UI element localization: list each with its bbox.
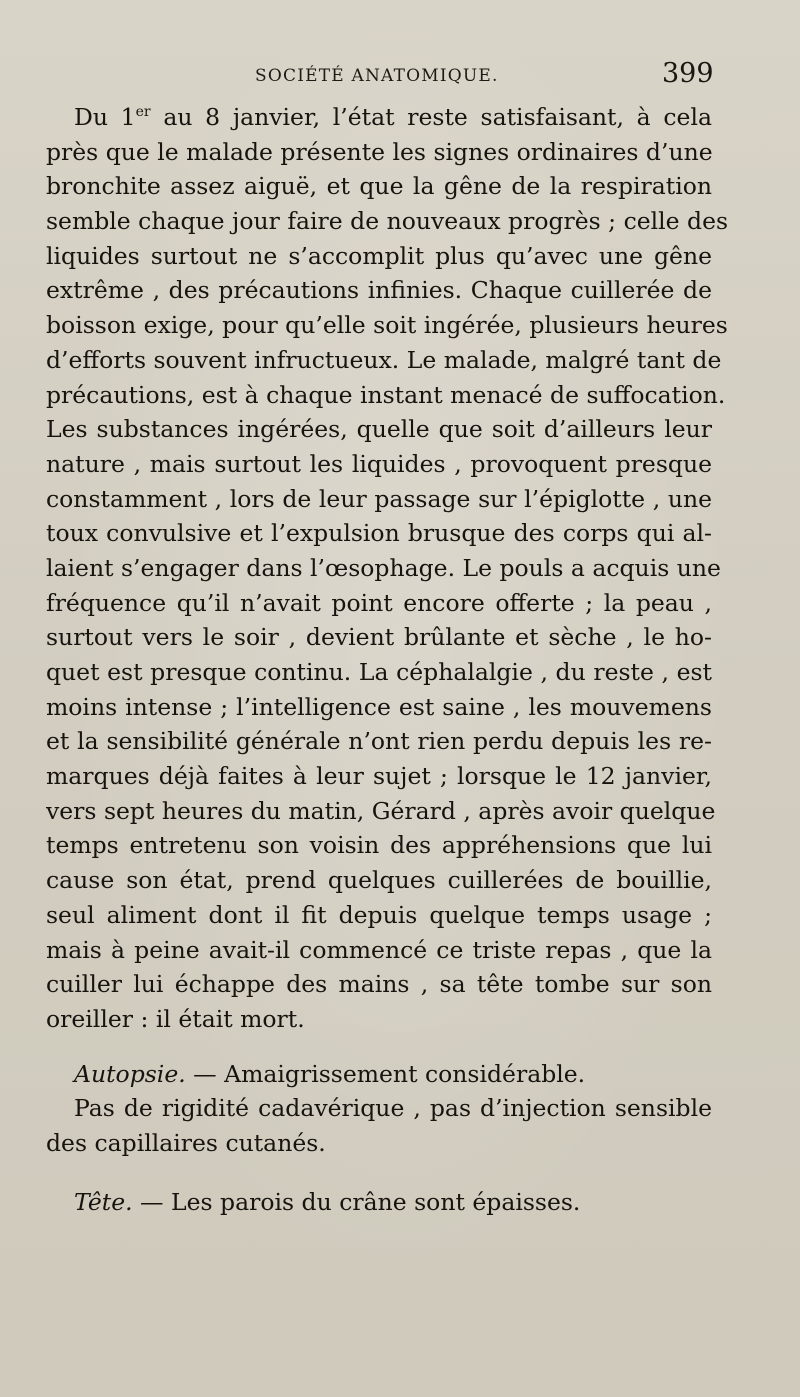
text-line: oreiller : il était mort. xyxy=(46,1004,305,1033)
body-text xyxy=(46,100,729,1219)
text-line: constamment , lors de leur passage sur l’épiglotte , une xyxy=(46,484,712,513)
text-line: cuiller lui échappe des mains , sa tête tombe sur son xyxy=(46,970,712,999)
text-line: précautions, est à chaque instant menacé de suffocation. xyxy=(46,380,726,409)
running-head: SOCIÉTÉ ANATOMIQUE. xyxy=(255,66,499,86)
text-line: boisson exige, pour qu’elle soit ingérée, plusieurs heures xyxy=(46,311,728,340)
text-line: et la sensibilité générale n’ont rien perdu depuis les re- xyxy=(46,727,712,756)
text-line: bronchite assez aiguë, et que la gêne de la respiration xyxy=(46,172,712,201)
text-line: Les substances ingérées, quelle que soit d’ailleurs leur xyxy=(46,415,712,444)
page-number: 399 xyxy=(662,58,714,89)
page-header xyxy=(0,58,800,92)
ordinal-superscript: er xyxy=(135,104,151,120)
text-line: près que le malade présente les signes ordinaires d’une xyxy=(46,137,713,166)
text-line: moins intense ; l’intelligence est saine , les mouvemens xyxy=(46,692,712,721)
text-line: marques déjà faites à leur sujet ; lorsque le 12 janvier, xyxy=(46,762,712,791)
paragraph-gap xyxy=(46,1037,712,1057)
text-line: semble chaque jour faire de nouveaux progrès ; celle des xyxy=(46,207,729,236)
tete-heading: Tête. — Les parois du crâne sont épaisses. xyxy=(74,1187,581,1216)
text-line: toux convulsive et l’expulsion brusque des corps qui al- xyxy=(46,519,712,548)
text-line: Pas de rigidité cadavérique , pas d’injection sensible xyxy=(74,1094,712,1123)
text-line: laient s’engager dans l’œsophage. Le pouls a acquis une xyxy=(46,553,721,582)
text-line: extrême , des précautions infinies. Chaque cuillerée de xyxy=(46,276,712,305)
text-line: mais à peine avait-il commencé ce triste repas , que la xyxy=(46,935,712,964)
section-label: Autopsie. xyxy=(74,1059,186,1088)
autopsie-heading: Autopsie. — Amaigrissement considérable. xyxy=(74,1059,586,1088)
section-label: Tête. xyxy=(74,1187,133,1216)
paragraph-gap xyxy=(46,1161,712,1185)
text-line: surtout vers le soir , devient brûlante et sèche , le ho- xyxy=(46,623,712,652)
text-line: des capillaires cutanés. xyxy=(46,1128,326,1157)
text-line: vers sept heures du matin, Gérard , après avoir quelque xyxy=(46,796,716,825)
text-line: nature , mais surtout les liquides , provoquent presque xyxy=(46,449,712,478)
text-line: cause son état, prend quelques cuillerées de bouillie, xyxy=(46,866,712,895)
text-line: quet est presque continu. La céphalalgie , du reste , est xyxy=(46,658,712,686)
text-line: fréquence qu’il n’avait point encore offerte ; la peau , xyxy=(46,588,712,617)
text-line: temps entretenu son voisin des appréhensions que lui xyxy=(46,831,712,860)
text-line: Du 1er au 8 janvier, l’état reste satisfaisant, à cela xyxy=(74,103,712,131)
text-line: liquides surtout ne s’accomplit plus qu’avec une gêne xyxy=(46,241,712,270)
text-line: d’efforts souvent infructueux. Le malade, malgré tant de xyxy=(46,345,722,374)
text-line: seul aliment dont il fit depuis quelque temps usage ; xyxy=(46,900,712,929)
